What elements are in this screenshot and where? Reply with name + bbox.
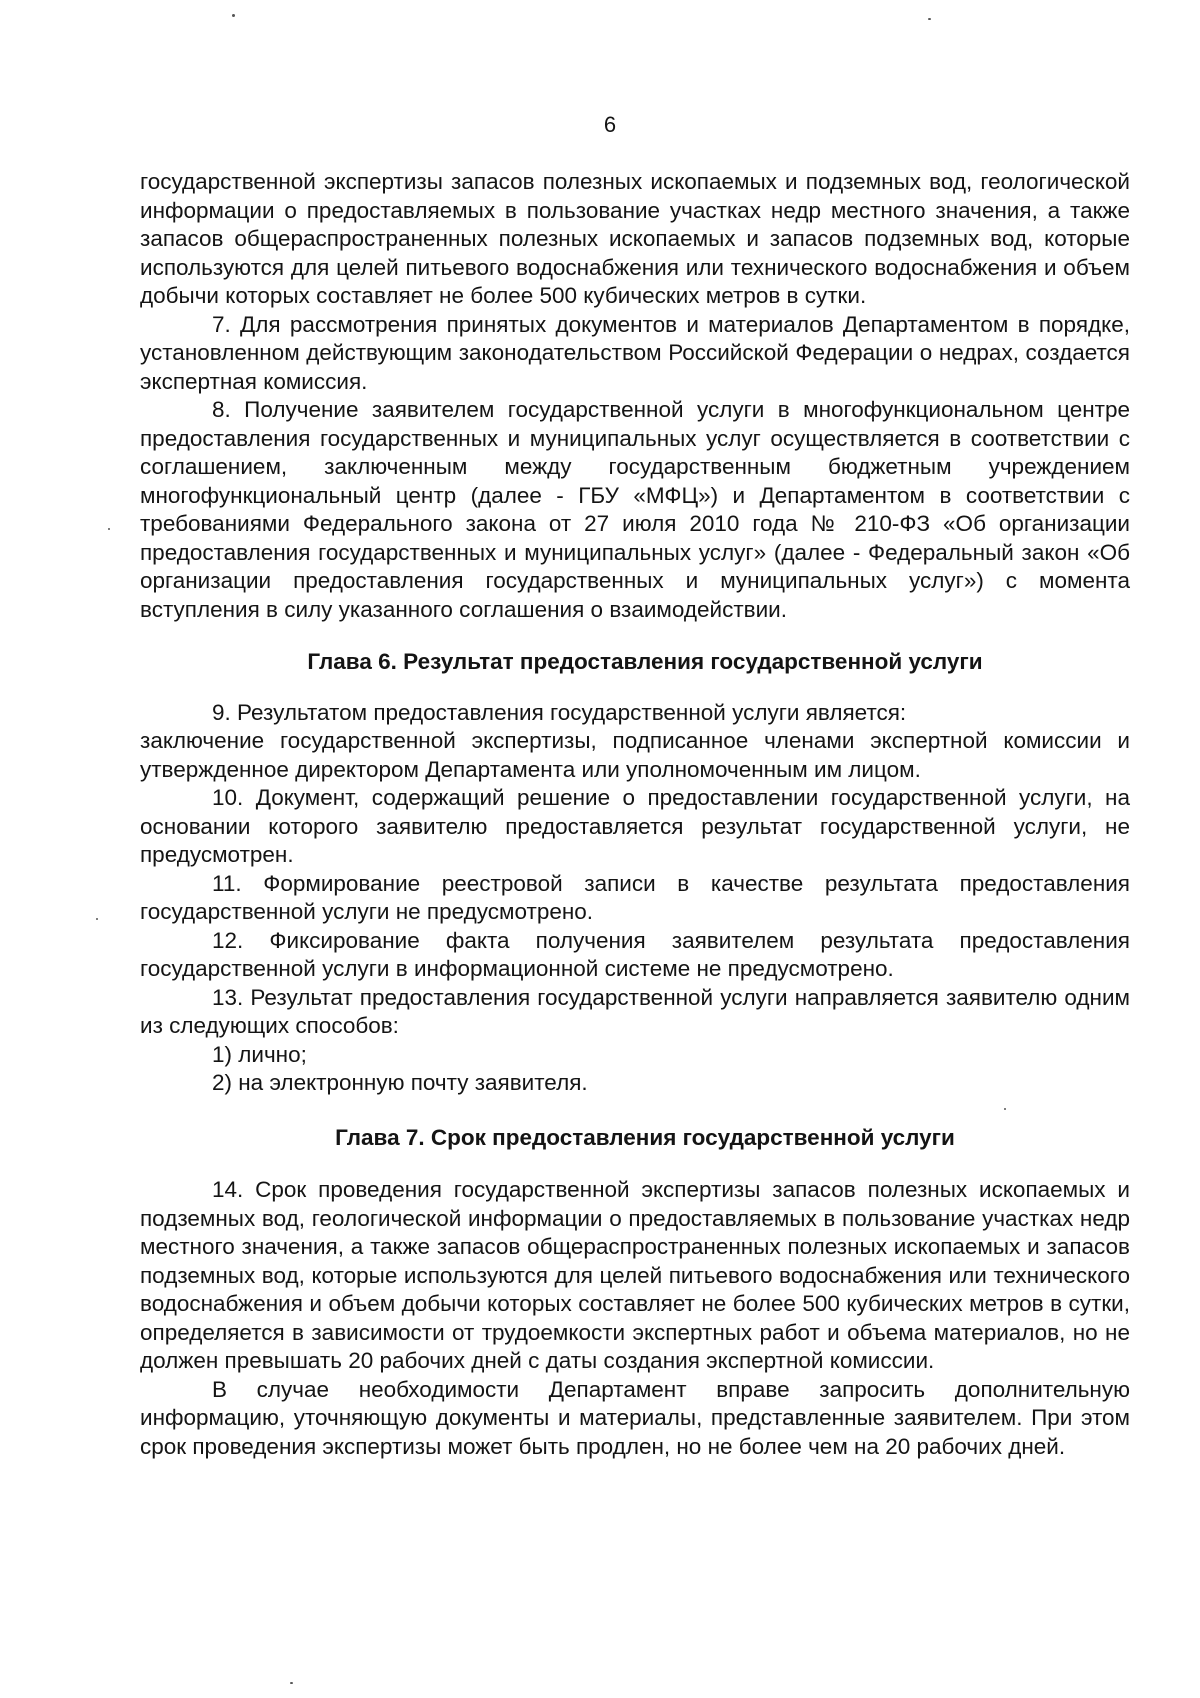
chapter-7-heading: Глава 7. Срок предоставления государственной услуги <box>335 1124 955 1150</box>
page-number: 6 <box>603 112 617 137</box>
paragraph-item-13: 13. Результат предоставления государственной услуги направляется заявителю одним из следующих способов: <box>140 984 1130 1038</box>
list-item-option-1: 1) лично; <box>212 1041 307 1067</box>
paragraph-item-7: 7. Для рассмотрения принятых документов и материалов Департаментом в порядке, установленном действующим законодательством Российской Федерации о недрах, создается экспертная комиссия. <box>140 311 1130 394</box>
scan-speck <box>290 1682 293 1684</box>
paragraph-item-14: 14. Срок проведения государственной экспертизы запасов полезных ископаемых и подземных вод, геологической информации о предоставляемых в пользование участках недр местного значения, а также запасов общераспространенных полезных ископаемых и запасов подземных вод, которые используются для целей питьевого водоснабжения или технического водоснабжения и объем добычи которых составляет не более 500 кубических метров в сутки, определяется в зависимости от трудоемкости экспертных работ и объема материалов, но не должен превышать 20 рабочих дней с даты создания экспертной комиссии. <box>140 1177 1130 1373</box>
paragraph-item-14-extra: В случае необходимости Департамент вправе запросить дополнительную информацию, уточняющую документы и материалы, представленные заявителем. При этом срок проведения экспертизы может быть продлен, но не более чем на 20 рабочих дней. <box>140 1376 1130 1459</box>
scan-speck <box>1004 1108 1006 1110</box>
scan-speck <box>108 528 110 530</box>
list-item-option-2: 2) на электронную почту заявителя. <box>212 1070 588 1095</box>
paragraph-item-8: 8. Получение заявителем государственной услуги в многофункциональном центре предоставления государственных и муниципальных услуг осуществляется в соответствии с соглашением, заключенным между государственным бюджетным учреждением многофункциональный центр (далее - ГБУ «МФЦ») и Департаментом в соответствии с требованиями Федерального закона от 27 июля 2010 года № 210-ФЗ «Об организации предоставления государственных и муниципальных услуг» (далее - Федеральный закон «Об организации предоставления государственных и муниципальных услуг») с момента вступления в силу указанного соглашения о взаимодействии. <box>140 397 1130 622</box>
paragraph-item-10: 10. Документ, содержащий решение о предоставлении государственной услуги, на основании которого заявителю предоставляется результат государственной услуги, не предусмотрен. <box>140 785 1130 867</box>
chapter-6-heading: Глава 6. Результат предоставления государственной услуги <box>307 649 983 674</box>
paragraph-item-9-body: заключение государственной экспертизы, подписанное членами экспертной комиссии и утвержденное директором Департамента или уполномоченным им лицом. <box>140 728 1130 782</box>
scan-speck <box>928 18 931 20</box>
paragraph-item-9-intro: 9. Результатом предоставления государственной услуги является: <box>212 699 907 725</box>
paragraph-item-11: 11. Формирование реестровой записи в качестве результата предоставления государственной услуги не предусмотрено. <box>140 870 1130 924</box>
scan-speck <box>232 14 235 17</box>
paragraph-continuation: государственной экспертизы запасов полезных ископаемых и подземных вод, геологической информации о предоставляемых в пользование участках недр местного значения, а также запасов общераспространенных полезных ископаемых и запасов подземных вод, которые используются для целей питьевого водоснабжения или технического водоснабжения и объем добычи которых составляет не более 500 кубических метров в сутки. <box>140 169 1130 308</box>
scan-speck <box>96 918 98 920</box>
paragraph-item-12: 12. Фиксирование факта получения заявителем результата предоставления государственной услуги в информационной системе не предусмотрено. <box>140 927 1130 981</box>
document-body <box>140 168 1130 1461</box>
